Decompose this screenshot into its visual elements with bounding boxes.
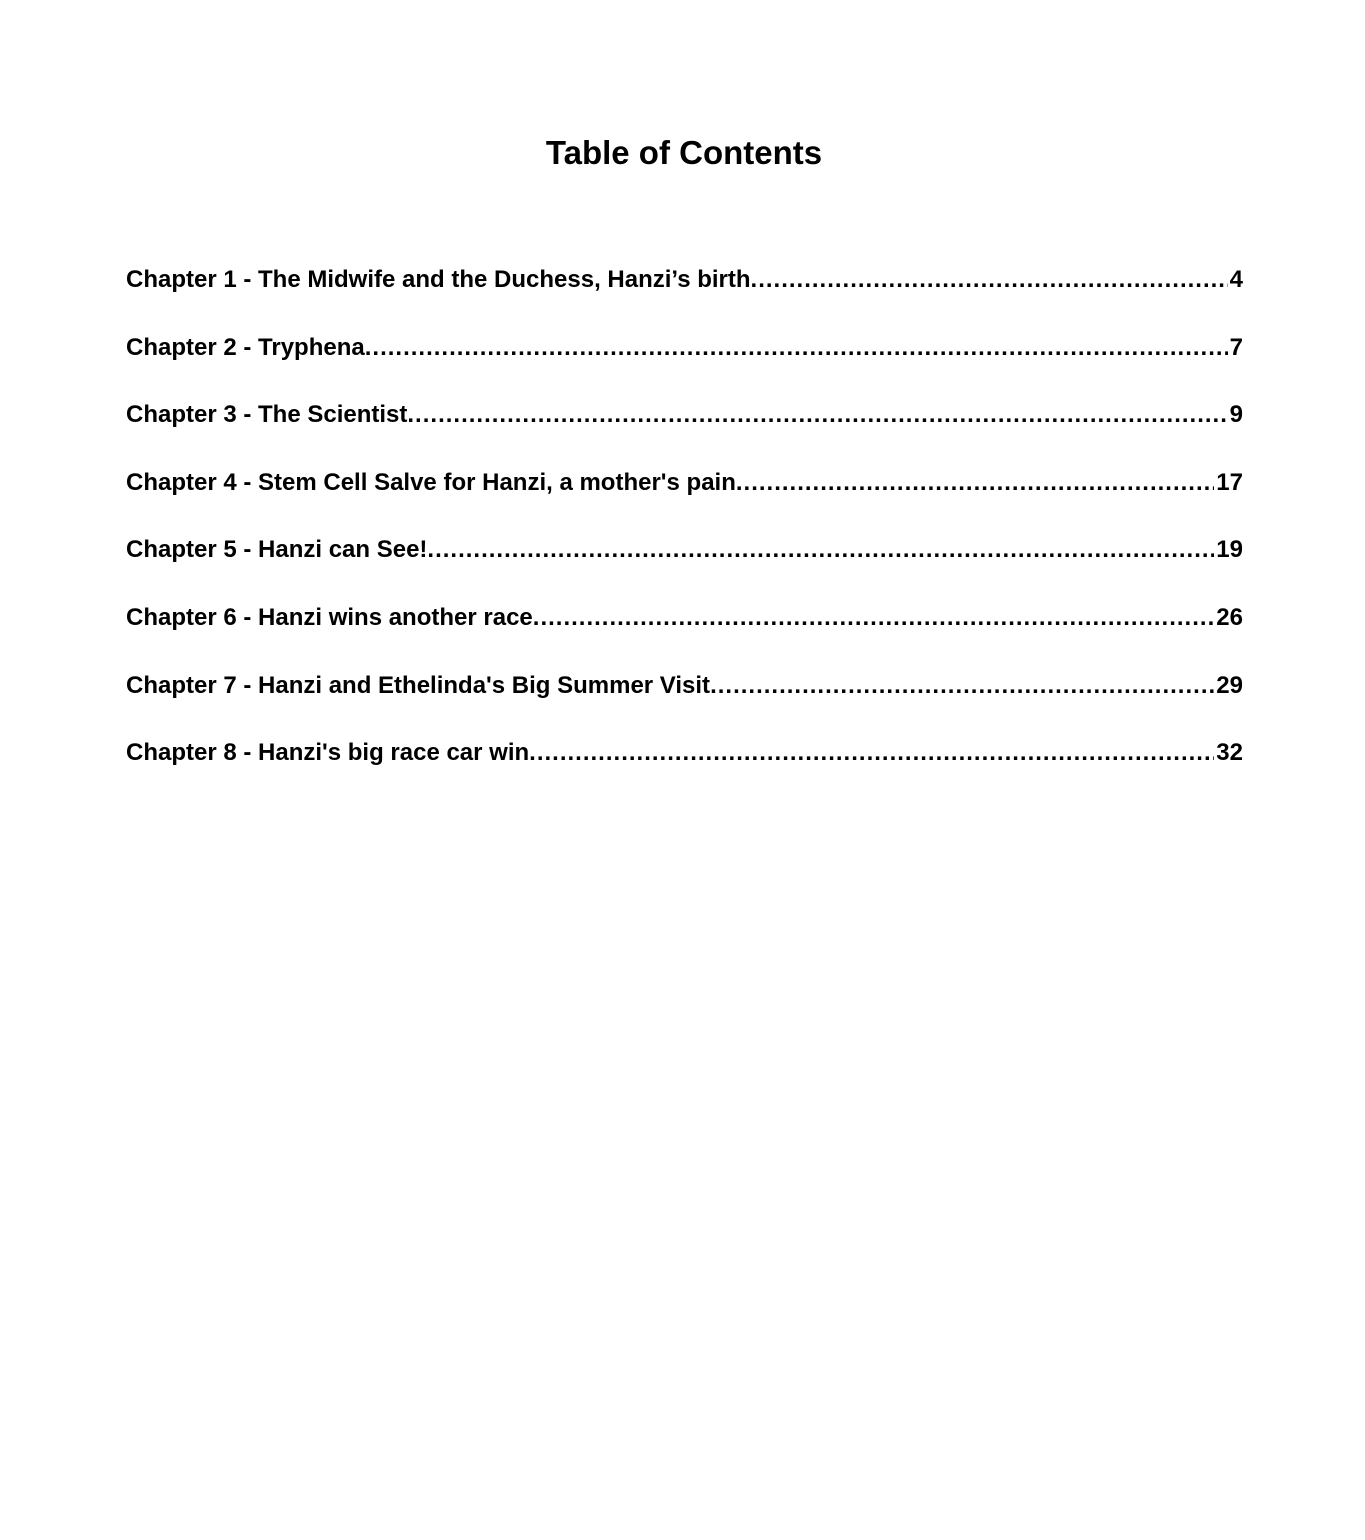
toc-entry-title: Chapter 2 - Tryphena (126, 333, 365, 361)
toc-entry-page-number: 19 (1216, 536, 1243, 564)
toc-entry-page-number: 26 (1216, 603, 1243, 631)
dot-leader (407, 396, 1227, 434)
toc-entry-chapter-2[interactable] (126, 329, 1243, 397)
toc-entry-title: Chapter 5 - Hanzi can See! (126, 536, 428, 564)
toc-entry-title: Chapter 8 - Hanzi's big race car win (126, 739, 530, 767)
dot-leader (736, 464, 1214, 502)
toc-entry-chapter-3[interactable] (126, 396, 1243, 464)
toc-entry-title: Chapter 3 - The Scientist (126, 401, 408, 429)
toc-entry-chapter-7[interactable] (126, 667, 1243, 735)
toc-entry-title: Chapter 1 - The Midwife and the Duchess, Hanzi’s birth (126, 266, 751, 293)
toc-entry-title: Chapter 6 - Hanzi wins another race (126, 603, 533, 631)
toc-entry-page-number: 9 (1229, 401, 1243, 429)
toc-entry-chapter-6[interactable] (126, 599, 1243, 667)
toc-entry-chapter-8[interactable] (126, 734, 1243, 802)
toc-entry-page-number: 4 (1229, 266, 1243, 293)
dot-leader (533, 599, 1215, 637)
dot-leader (751, 261, 1228, 299)
page-title: Table of Contents (545, 134, 823, 171)
dot-leader (365, 329, 1228, 367)
toc-entry-chapter-5[interactable] (126, 531, 1243, 599)
dot-leader (427, 531, 1214, 569)
dot-leader (710, 667, 1214, 705)
toc-entry-chapter-1[interactable] (126, 261, 1243, 329)
toc-list (126, 261, 1243, 802)
toc-entry-title: Chapter 4 - Stem Cell Salve for Hanzi, a mother's pain (126, 468, 736, 496)
toc-entry-chapter-4[interactable] (126, 464, 1243, 532)
dot-leader (529, 734, 1214, 772)
toc-entry-title: Chapter 7 - Hanzi and Ethelinda's Big Summer Visit (126, 671, 711, 699)
toc-entry-page-number: 7 (1229, 333, 1243, 361)
toc-entry-page-number: 29 (1216, 671, 1243, 699)
toc-entry-page-number: 17 (1216, 468, 1243, 496)
toc-entry-page-number: 32 (1216, 739, 1243, 767)
